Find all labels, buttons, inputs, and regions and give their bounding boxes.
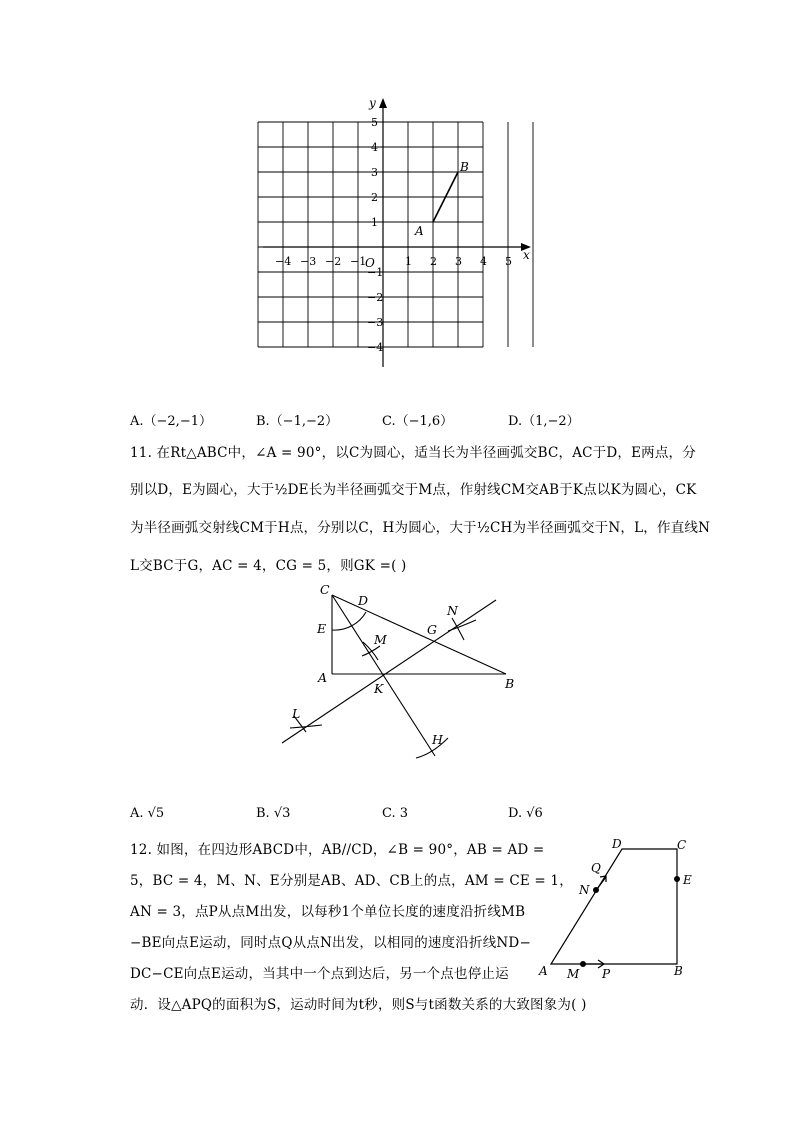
x-tick-label: 5 bbox=[505, 255, 512, 268]
triangle-construction-figure bbox=[270, 578, 520, 773]
point-n-dot bbox=[593, 887, 599, 893]
x-tick-label: 4 bbox=[480, 255, 487, 268]
label-k: K bbox=[374, 681, 384, 696]
x-tick-labels bbox=[275, 255, 512, 268]
q11-option-d[interactable]: D. √6 bbox=[508, 806, 543, 821]
q11-option-a[interactable]: A. √5 bbox=[130, 806, 165, 821]
q11-option-b[interactable]: B. √3 bbox=[256, 806, 291, 821]
point-b-label: B bbox=[460, 160, 469, 174]
label-d: D bbox=[612, 837, 622, 851]
x-tick-label: 3 bbox=[455, 255, 462, 268]
label-e: E bbox=[317, 621, 327, 636]
label-n: N bbox=[447, 603, 458, 618]
y-tick-label: 1 bbox=[371, 216, 378, 229]
y-tick-label: 3 bbox=[371, 166, 378, 179]
q11-line-2: 别以D，E为圆心，大于½DE长为半径画弧交于M点，作射线CM交AB于K点以K为圆心，CK bbox=[130, 482, 697, 498]
point-e-dot bbox=[674, 876, 680, 882]
label-h: H bbox=[432, 732, 443, 747]
label-b: B bbox=[505, 676, 515, 691]
q12-line-4: −BE向点E运动，同时点Q从点N出发，以相同的速度沿折线ND− bbox=[130, 935, 531, 951]
x-tick-label: −4 bbox=[275, 255, 292, 268]
q10-option-c[interactable]: C.（−1,6） bbox=[382, 414, 454, 429]
y-tick-labels bbox=[367, 116, 383, 354]
q11-line-1: 11. 在Rt△ABC中，∠A = 90°，以C为圆心，适当长为半径画弧交BC，AC于D，E两点，分 bbox=[130, 445, 696, 461]
x-tick-label: 1 bbox=[405, 255, 412, 268]
q12-line-5: DC−CE向点E运动，当其中一个点到达后，另一个点也停止运 bbox=[130, 966, 509, 982]
q12-line-1: 12. 如图，在四边形ABCD中，AB//CD，∠B = 90°，AB = AD = bbox=[130, 842, 545, 858]
q11-option-c[interactable]: C. 3 bbox=[382, 806, 409, 821]
label-a: A bbox=[318, 670, 328, 685]
grid-lines bbox=[258, 122, 533, 347]
label-a: A bbox=[539, 964, 548, 978]
y-tick-label: −1 bbox=[367, 266, 384, 279]
label-d: D bbox=[358, 593, 369, 608]
arrow-nq bbox=[597, 877, 606, 889]
label-n: N bbox=[579, 883, 590, 897]
q10-option-a[interactable]: A.（−2,−1） bbox=[130, 414, 212, 429]
q12-line-3: AN = 3，点P从点M出发，以每秒1个单位长度的速度沿折线MB bbox=[130, 904, 526, 920]
x-tick-label: −2 bbox=[325, 255, 342, 268]
coordinate-grid-figure bbox=[255, 92, 540, 377]
x-axis-label: x bbox=[523, 248, 530, 262]
q11-line-4: L交BC于G，AC = 4，CG = 5，则GK =( ) bbox=[130, 558, 407, 574]
label-c: C bbox=[320, 582, 330, 597]
q10-option-b[interactable]: B.（−1,−2） bbox=[256, 414, 339, 429]
label-c: C bbox=[677, 838, 687, 852]
q12-line-6: 动．设△APQ的面积为S，运动时间为t秒，则S与t函数关系的大致图象为( ) bbox=[130, 997, 587, 1013]
x-tick-label: −1 bbox=[350, 255, 367, 268]
label-m: M bbox=[567, 967, 580, 981]
x-tick-label: 2 bbox=[430, 255, 437, 268]
label-m: M bbox=[374, 632, 387, 647]
y-tick-label: −3 bbox=[367, 316, 384, 329]
point-m-dot bbox=[580, 961, 586, 967]
origin-label: O bbox=[365, 256, 375, 270]
q12-line-2: 5，BC = 4，M、N、E分别是AB、AD、CB上的点，AM = CE = 1， bbox=[130, 873, 573, 889]
label-l: L bbox=[292, 706, 301, 721]
y-tick-label: 2 bbox=[371, 191, 378, 204]
y-axis-label: y bbox=[369, 96, 376, 110]
label-q: Q bbox=[591, 861, 601, 875]
label-p: P bbox=[602, 967, 611, 981]
y-tick-label: 4 bbox=[371, 141, 378, 154]
point-a-label: A bbox=[415, 224, 424, 238]
y-tick-label: −4 bbox=[367, 341, 384, 354]
label-b: B bbox=[674, 964, 683, 978]
y-axis-arrow bbox=[379, 98, 387, 108]
q10-option-d[interactable]: D.（1,−2） bbox=[508, 414, 580, 429]
q11-line-3: 为半径画弧交射线CM于H点，分别以C，H为圆心，大于½CH为半径画弧交于N，L，作直线N bbox=[130, 520, 711, 536]
quadrilateral-abcd bbox=[551, 849, 677, 964]
x-tick-label: −3 bbox=[300, 255, 317, 268]
quadrilateral-figure bbox=[535, 832, 705, 982]
y-tick-label: −2 bbox=[367, 291, 384, 304]
label-e: E bbox=[683, 873, 692, 887]
label-g: G bbox=[427, 622, 437, 637]
y-tick-label: 5 bbox=[371, 116, 378, 129]
arc-n-2 bbox=[448, 620, 476, 631]
